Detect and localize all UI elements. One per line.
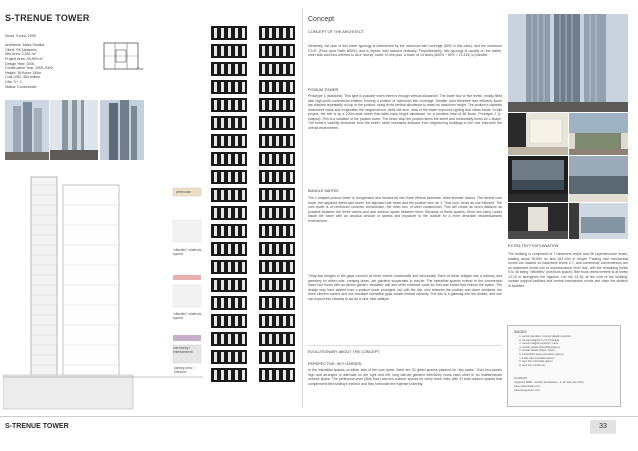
facade-window bbox=[242, 262, 245, 272]
facade-window bbox=[214, 154, 217, 164]
tower-photo-wide bbox=[5, 100, 49, 160]
facade-window bbox=[214, 316, 217, 326]
facade-window bbox=[276, 298, 279, 308]
facade-window bbox=[214, 64, 217, 74]
facade-window bbox=[214, 28, 217, 38]
image-credit-item: 6. interior/floor space (elevation spaces) bbox=[522, 353, 622, 357]
facade-window bbox=[283, 190, 286, 200]
page-title: S-TRENUE TOWER bbox=[5, 13, 90, 23]
facade-window bbox=[221, 100, 224, 110]
facade-window bbox=[214, 100, 217, 110]
concept-paragraph-1: Generally, the plan of this tower typology is determined by the maximum site coverage (60% in this case), and the maximum F.A.R. (Floor Area Ratio 800%), and is repeat- edly stacked vertically. Proportionately, this typology is usually on the stable, short side and thus referred to as a “stocky” tower. In this plan, a tower of 14 floors (800% ÷ 60% = 13.333) is possible. bbox=[308, 44, 502, 58]
facade-window bbox=[290, 370, 293, 380]
label-parking: parking deck / entrance bbox=[174, 366, 194, 374]
facade-window bbox=[269, 64, 272, 74]
facade-window bbox=[221, 64, 224, 74]
facade-window bbox=[290, 352, 293, 362]
project-meta-line: Site Area: 2,931 m² bbox=[5, 52, 36, 57]
facade-window bbox=[276, 172, 279, 182]
facade-window bbox=[214, 280, 217, 290]
facade-window bbox=[214, 136, 217, 146]
facade-window bbox=[221, 136, 224, 146]
facade-window bbox=[290, 280, 293, 290]
image-credit-item: 3. concept diagram sections / parts bbox=[522, 342, 622, 346]
page-number: 33 bbox=[590, 420, 616, 434]
facade-window bbox=[262, 316, 265, 326]
facade-window bbox=[228, 226, 231, 236]
facade-window bbox=[262, 100, 265, 110]
facade-window bbox=[269, 370, 272, 380]
facade-window bbox=[228, 28, 231, 38]
facade-window bbox=[283, 136, 286, 146]
interior-photo-penthouse bbox=[569, 203, 628, 239]
facade-window bbox=[235, 352, 238, 362]
facade-window bbox=[276, 28, 279, 38]
facade-window bbox=[214, 172, 217, 182]
facade-window bbox=[214, 82, 217, 92]
facade-window bbox=[221, 316, 224, 326]
facade-window bbox=[283, 352, 286, 362]
facade-window bbox=[283, 82, 286, 92]
facade-window bbox=[269, 316, 272, 326]
facade-window bbox=[235, 82, 238, 92]
facade-window bbox=[221, 154, 224, 164]
interior-photo-corridor bbox=[508, 203, 568, 239]
sky-garden-heading: PERSPECTIVE: SKY GARDEN bbox=[308, 362, 362, 366]
facade-window bbox=[276, 82, 279, 92]
facade-window bbox=[214, 208, 217, 218]
facade-window bbox=[262, 298, 265, 308]
facade-window bbox=[283, 370, 286, 380]
interior-photo-view bbox=[508, 156, 568, 202]
plan-label: Plan bbox=[137, 67, 144, 71]
floor-plan-drawing bbox=[100, 40, 142, 72]
image-credit-item: 1. section elevation / concept diagram sections bbox=[522, 335, 622, 339]
facade-window bbox=[262, 154, 265, 164]
center-divider bbox=[302, 8, 303, 408]
facade-window bbox=[242, 118, 245, 128]
facade-window bbox=[242, 208, 245, 218]
facade-window bbox=[228, 118, 231, 128]
interior-photo-lobby bbox=[508, 113, 568, 155]
facade-window bbox=[228, 100, 231, 110]
facade-window bbox=[221, 298, 224, 308]
images-title: IMAGES: bbox=[514, 330, 528, 334]
facade-window bbox=[228, 244, 231, 254]
facade-window bbox=[290, 46, 293, 56]
facade-window bbox=[242, 298, 245, 308]
project-meta-line: Height: 36 floors 154m bbox=[5, 70, 42, 75]
facade-window bbox=[228, 208, 231, 218]
building-section-drawing bbox=[3, 165, 203, 410]
facade-window bbox=[262, 352, 265, 362]
facade-window bbox=[269, 352, 272, 362]
interior-photo-terrace bbox=[569, 156, 628, 202]
facade-window bbox=[290, 100, 293, 110]
facade-window bbox=[269, 172, 272, 182]
facade-window bbox=[262, 118, 265, 128]
facade-window bbox=[228, 190, 231, 200]
facade-window bbox=[290, 190, 293, 200]
facade-window bbox=[269, 280, 272, 290]
facade-window bbox=[242, 226, 245, 236]
facade-window bbox=[276, 334, 279, 344]
facade-window bbox=[221, 172, 224, 182]
facade-window bbox=[290, 172, 293, 182]
facade-window bbox=[290, 82, 293, 92]
facade-window bbox=[235, 262, 238, 272]
facade-window bbox=[290, 136, 293, 146]
facade-window bbox=[235, 298, 238, 308]
facade-window bbox=[228, 370, 231, 380]
facade-window bbox=[276, 226, 279, 236]
facade-window bbox=[235, 28, 238, 38]
facade-window bbox=[269, 118, 272, 128]
facade-window bbox=[283, 280, 286, 290]
facade-window bbox=[242, 190, 245, 200]
facade-window bbox=[221, 190, 224, 200]
facade-window bbox=[228, 82, 231, 92]
extra-text-paragraph: The building is comprised of 7 basement levels and 36 superstructure levels, totaling about 39,899 m² and 154.14m in height. Parking and mechanical rooms are located on basement levels 2-7, and community conveniences are on basement levels one to superstructure level four, with the remaining levels 5 to 36 being “officetels” (live/work space). Belt truss reinforcement is at levels 14-15 to strengthen the highrise. Lev els 14-15, at the core of the building, contain support facilities and central mechanical rooms and mark the division of facilities. bbox=[508, 252, 628, 288]
facade-window bbox=[214, 334, 217, 344]
facade-window bbox=[228, 262, 231, 272]
facade-window bbox=[262, 190, 265, 200]
facade-window bbox=[262, 280, 265, 290]
source-line: www.massstudies.com bbox=[514, 385, 541, 388]
sources-title: SOURCES: bbox=[514, 377, 528, 380]
images-list bbox=[514, 335, 622, 367]
facade-window bbox=[221, 28, 224, 38]
evolutionary-heading: EVOLUTIONARY ABOUT THE CONCEPT bbox=[308, 350, 380, 354]
facade-window bbox=[242, 82, 245, 92]
facade-window bbox=[214, 370, 217, 380]
facade-window bbox=[262, 46, 265, 56]
facade-window bbox=[221, 226, 224, 236]
facade-window bbox=[283, 46, 286, 56]
label-community: community / entertainment bbox=[173, 346, 193, 354]
facade-window bbox=[228, 136, 231, 146]
facade-window bbox=[235, 118, 238, 128]
facade-window bbox=[283, 154, 286, 164]
project-meta-line: Project Area: 39,899 m² bbox=[5, 56, 43, 61]
facade-window bbox=[242, 316, 245, 326]
facade-window bbox=[262, 136, 265, 146]
facade-window bbox=[283, 298, 286, 308]
facade-window bbox=[262, 334, 265, 344]
facade-window bbox=[221, 370, 224, 380]
facade-window bbox=[228, 280, 231, 290]
facade-window bbox=[283, 64, 286, 74]
facade-window bbox=[242, 334, 245, 344]
bundle-matrix-heading: BUNDLE MATRIX bbox=[308, 189, 339, 193]
facade-window bbox=[242, 280, 245, 290]
facade-window bbox=[269, 136, 272, 146]
facade-window bbox=[290, 316, 293, 326]
facade-window bbox=[276, 64, 279, 74]
facade-window bbox=[290, 244, 293, 254]
facade-window bbox=[242, 64, 245, 74]
facade-window bbox=[269, 298, 272, 308]
facade-window bbox=[214, 46, 217, 56]
image-credit-item: 7. inside view interstitial spaces bbox=[522, 357, 622, 361]
facade-window bbox=[269, 100, 272, 110]
facade-window bbox=[276, 154, 279, 164]
tower-photo-street bbox=[50, 100, 98, 160]
facade-window bbox=[290, 298, 293, 308]
facade-window bbox=[221, 262, 224, 272]
facade-window bbox=[262, 82, 265, 92]
tower-exterior-photo-large bbox=[508, 14, 628, 112]
podium-tower-paragraph: Prototype 1 (standard): This type is possible when there is enough vertical allowance. The lower four or five levels, mostly filled with high-profit commercial entities, forming a podium of maximum site coverage. Smaller (and therefore less efficient) floors are stacked repeatedly on top of the podium, using extra vertical allowance to reach its maximum height. The podium's capacity maximizes value and invigorates the neighborhood, while the slim- ness of the tower improves lighting and views inside. In this project, the site is by a 100m-wide street that adds extra height allowance, for a possible total of 36 floors. Prototype 2 (L-shaped): This is a variation of the podium tower: The tower atop the podium faces the street and horizontally forms an L-shape. The tower's visibility increases from the street, while increased distance from neighboring buildings to the rear improves the overall environment. bbox=[308, 94, 502, 130]
facade-window bbox=[228, 334, 231, 344]
facade-window bbox=[228, 64, 231, 74]
facade-window bbox=[214, 226, 217, 236]
facade-window bbox=[283, 172, 286, 182]
project-meta-line: Seoul, Korea, 2009 bbox=[5, 34, 36, 38]
facade-window bbox=[235, 316, 238, 326]
sources-block bbox=[514, 377, 583, 393]
facade-window bbox=[228, 46, 231, 56]
image-credit-item: 4. outside facade (interstitial spaces) bbox=[522, 346, 622, 350]
facade-window bbox=[290, 28, 293, 38]
facade-window bbox=[235, 190, 238, 200]
facade-window bbox=[221, 208, 224, 218]
facade-window bbox=[242, 172, 245, 182]
facade-window bbox=[269, 154, 272, 164]
podium-tower-heading: PODIUM TOWER bbox=[308, 88, 339, 92]
facade-window bbox=[235, 334, 238, 344]
concept-subheading-architect: CONCEPT OF THE ARCHITECT bbox=[308, 30, 364, 34]
facade-window bbox=[290, 262, 293, 272]
facade-window bbox=[242, 244, 245, 254]
facade-window bbox=[269, 334, 272, 344]
project-meta-line: Client: SK Networks bbox=[5, 47, 37, 52]
label-offset-upper: “offsetted” rotational spaces bbox=[173, 248, 202, 256]
image-credit-item: 9. view from penthouse bbox=[522, 364, 622, 368]
extra-text-heading: EXTRA TEXT EXPLANATION bbox=[508, 244, 559, 248]
facade-window bbox=[214, 190, 217, 200]
facade-window bbox=[262, 262, 265, 272]
facade-window bbox=[269, 262, 272, 272]
facade-window bbox=[235, 244, 238, 254]
project-metadata bbox=[5, 34, 53, 89]
facade-window bbox=[269, 226, 272, 236]
facade-window bbox=[269, 46, 272, 56]
label-penthouse: penthouse bbox=[176, 190, 191, 194]
section-rule bbox=[308, 345, 502, 346]
facade-window bbox=[235, 100, 238, 110]
project-meta-line: Design Year: 2006 bbox=[5, 61, 35, 66]
facade-window bbox=[221, 82, 224, 92]
facade-window bbox=[214, 244, 217, 254]
facade-window bbox=[235, 172, 238, 182]
facade-window bbox=[283, 100, 286, 110]
facade-window bbox=[262, 370, 265, 380]
facade-window bbox=[214, 118, 217, 128]
facade-window bbox=[269, 28, 272, 38]
facade-window bbox=[269, 208, 272, 218]
facade-window bbox=[235, 64, 238, 74]
facade-window bbox=[283, 244, 286, 254]
image-credits-box bbox=[507, 325, 621, 407]
facade-window bbox=[214, 262, 217, 272]
facade-window bbox=[269, 82, 272, 92]
facade-window bbox=[276, 118, 279, 128]
facade-window bbox=[276, 262, 279, 272]
facade-window bbox=[283, 28, 286, 38]
facade-window bbox=[276, 100, 279, 110]
facade-window bbox=[276, 136, 279, 146]
label-offset-lower: “offsetted” rotational spaces bbox=[173, 312, 202, 320]
footer-rule bbox=[0, 416, 638, 417]
facade-window bbox=[228, 154, 231, 164]
interior-photo-garden bbox=[569, 113, 628, 155]
facade-window bbox=[290, 226, 293, 236]
facade-window bbox=[214, 298, 217, 308]
project-meta-line: Architects: Mass Studies bbox=[5, 43, 45, 48]
facade-window bbox=[235, 136, 238, 146]
facade-window bbox=[242, 28, 245, 38]
facade-window bbox=[242, 100, 245, 110]
facade-window bbox=[228, 172, 231, 182]
facade-window bbox=[269, 190, 272, 200]
facade-window bbox=[235, 46, 238, 56]
facade-window bbox=[235, 226, 238, 236]
bridges-paragraph: Thirty-two bridges in the gaps connect all three towers functionally and structurally. Each of these bridges has a balcony and greenery on either side, creating pleas- ant gardens suspended in mid-air. The interstitial spaces extend to the commercial lower four floors with an atrium garden, escalator hall and other entrance voids for rest and transit that enliven the space. The design may have started from a podium tower prototype, but with the divi- sion between the podium and tower vanished, the three slimmer towers and two resultant interstitial gaps create vertical urbanity. The site is a gateway into the district, and one can expect this urbanity to act as a new, vital catalyst. bbox=[308, 274, 502, 301]
source-line: www.designboom.com bbox=[514, 389, 540, 392]
facade-window bbox=[276, 244, 279, 254]
facade-window bbox=[242, 154, 245, 164]
facade-window bbox=[235, 154, 238, 164]
facade-window bbox=[235, 208, 238, 218]
facade-window bbox=[276, 46, 279, 56]
image-credit-item: 2. concept diagram 1,2,3,4,5 facade bbox=[522, 339, 622, 343]
project-meta-line: Construction Year: 2006-2009 bbox=[5, 66, 53, 71]
facade-window bbox=[242, 136, 245, 146]
facade-window bbox=[276, 208, 279, 218]
concept-heading: Concept bbox=[308, 16, 335, 23]
facade-window bbox=[221, 352, 224, 362]
facade-window bbox=[283, 118, 286, 128]
facade-strip-set bbox=[205, 20, 301, 400]
image-credit-item: 5. outside facade (Tower, Tower) bbox=[522, 349, 622, 353]
facade-window bbox=[262, 64, 265, 74]
facade-window bbox=[262, 172, 265, 182]
facade-window bbox=[221, 46, 224, 56]
facade-window bbox=[283, 334, 286, 344]
facade-window bbox=[276, 316, 279, 326]
tower-photo-night bbox=[100, 100, 144, 160]
facade-window bbox=[276, 352, 279, 362]
project-meta-line: Status: Constructed bbox=[5, 84, 37, 89]
facade-window bbox=[290, 208, 293, 218]
facade-window bbox=[276, 370, 279, 380]
facade-window bbox=[214, 352, 217, 362]
facade-window bbox=[242, 352, 245, 362]
facade-window bbox=[235, 370, 238, 380]
facade-window bbox=[290, 154, 293, 164]
facade-window bbox=[262, 244, 265, 254]
facade-window bbox=[228, 316, 231, 326]
facade-window bbox=[283, 208, 286, 218]
facade-window bbox=[276, 190, 279, 200]
project-meta-line: Lifts: 3 + 1 bbox=[5, 79, 22, 84]
facade-window bbox=[283, 262, 286, 272]
source-line: magazine MMB - another architecture - nr 10 april may 2010 bbox=[514, 381, 584, 384]
footer-title: S-TRENUE TOWER bbox=[5, 423, 69, 430]
facade-window bbox=[221, 118, 224, 128]
project-meta-line: Cost USD: 454 million bbox=[5, 75, 41, 80]
facade-window bbox=[276, 280, 279, 290]
image-credit-item: 8. view from interstitial spaces bbox=[522, 360, 622, 364]
facade-window bbox=[228, 298, 231, 308]
facade-window bbox=[283, 316, 286, 326]
facade-window bbox=[235, 280, 238, 290]
facade-window bbox=[262, 208, 265, 218]
facade-window bbox=[262, 28, 265, 38]
facade-window bbox=[262, 226, 265, 236]
facade-window bbox=[221, 280, 224, 290]
facade-window bbox=[242, 46, 245, 56]
bundle-matrix-paragraph: The L-shaped podium tower is reorganized and transforms into three vertical elements: three slimmer towers. The central core tower, the adjoined street-side tower, the adjoined rear tower and the podium form an “L” that com- bines as one element. The core tower is of reinforced concrete construction, the other two, of steel construction. This will create as much distance as possible between the three towers and add outdoor space between them. Because of these spaces, there are many rooms inside the tower with an unusual amount of access and exposure to the outside for a more desirable residential/work environment. bbox=[308, 196, 502, 223]
facade-window bbox=[290, 64, 293, 74]
facade-window bbox=[242, 370, 245, 380]
facade-window bbox=[283, 226, 286, 236]
facade-window bbox=[228, 352, 231, 362]
facade-window bbox=[290, 118, 293, 128]
facade-window bbox=[221, 334, 224, 344]
facade-window bbox=[290, 334, 293, 344]
facade-window bbox=[269, 244, 272, 254]
sky-garden-paragraph: In the interstitial spaces on either side of the core tower, there are 32 green spaces planned for “sky parks.” Over two stories high and arranged to alternate on the right and left, long narrow gardens effectively cross each other in an indeterminate outdoor space. The penthouse level (36th floor) has two outdoor spaces for every three units, with 31 total outdoor spaces that complement the building's exterior and help formulate the highrise's identity. bbox=[308, 368, 502, 386]
facade-window bbox=[221, 244, 224, 254]
